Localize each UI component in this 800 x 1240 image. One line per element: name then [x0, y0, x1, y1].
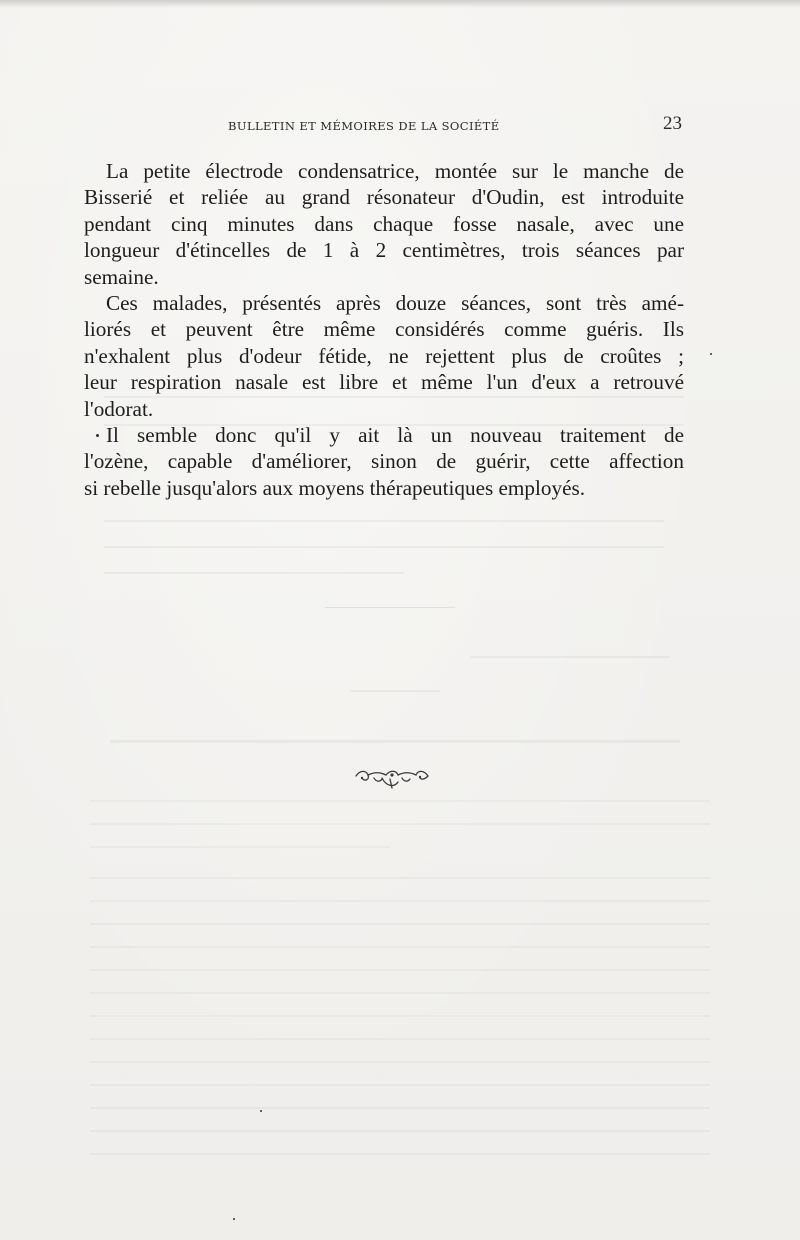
text-line: Bisserié et reliée au grand résonateur d'Oudin, est introduite — [84, 185, 684, 210]
text-line: n'exhalent plus d'odeur fétide, ne rejettent plus de croûtes ; — [84, 343, 684, 368]
text-line: pendant cinq minutes dans chaque fosse nasale, avec une — [84, 211, 684, 236]
text-line: semaine. — [84, 264, 159, 289]
text-line: Il semble donc qu'il y ait là un nouveau traitement de — [106, 423, 684, 448]
body-text — [84, 158, 684, 501]
text-line: liorés et peuvent être même considérés comme guéris. Ils — [84, 317, 684, 342]
ink-speck — [233, 1218, 235, 1220]
paragraph-1 — [84, 158, 684, 290]
fleuron-ornament-icon — [352, 766, 432, 792]
ink-speck — [710, 353, 712, 355]
running-head: BULLETIN ET MÉMOIRES DE LA SOCIÉTÉ — [228, 119, 500, 133]
text-line: longueur d'étincelles de 1 à 2 centimètres, trois séances par — [84, 238, 684, 263]
paragraph-3 — [84, 422, 684, 501]
text-line: si rebelle jusqu'alors aux moyens thérapeutiques employés. — [84, 475, 586, 500]
text-line: l'odorat. — [84, 396, 154, 421]
ink-speck — [96, 434, 99, 437]
text-line: Ces malades, présentés après douze séances, sont très amé- — [106, 291, 684, 316]
text-line: leur respiration nasale est libre et même l'un d'eux a retrouvé — [84, 370, 684, 395]
text-line: La petite électrode condensatrice, montée sur le manche de — [106, 159, 684, 183]
page-top-edge — [0, 0, 800, 8]
ink-speck — [260, 1110, 262, 1112]
page-number: 23 — [663, 113, 682, 134]
text-line: l'ozène, capable d'améliorer, sinon de guérir, cette affection — [84, 449, 684, 474]
paragraph-2 — [84, 290, 684, 422]
